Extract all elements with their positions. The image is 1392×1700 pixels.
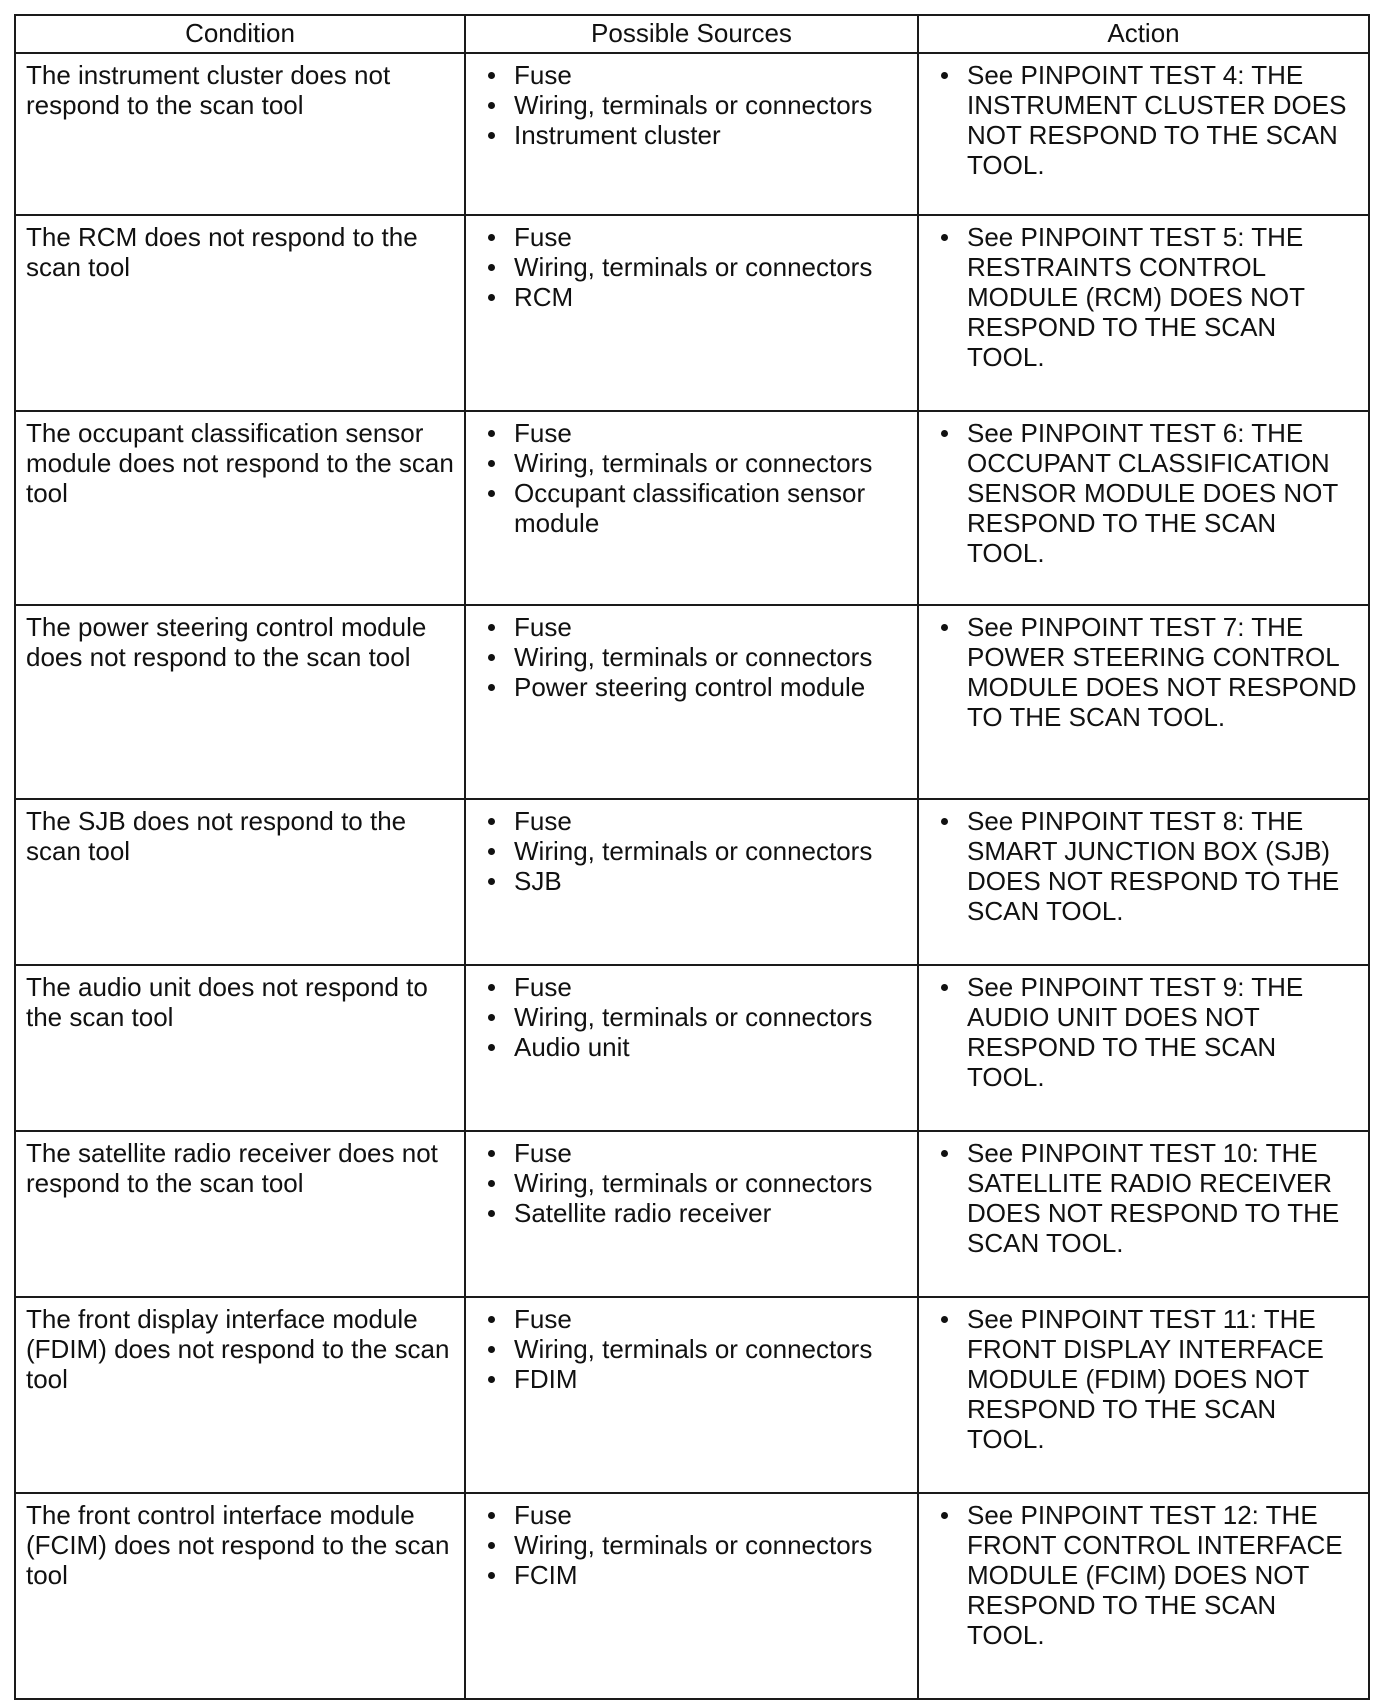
sources-list (476, 1138, 907, 1228)
header-condition: Condition (15, 15, 465, 53)
action-cell (918, 215, 1369, 411)
condition-cell: The SJB does not respond to the scan tool (15, 799, 465, 965)
action-cell (918, 53, 1369, 215)
action-item: See PINPOINT TEST 8: THE SMART JUNCTION BOX (SJB) DOES NOT RESPOND TO THE SCAN TOOL. (929, 806, 1358, 926)
source-item: Fuse (476, 1138, 907, 1168)
source-item: Wiring, terminals or connectors (476, 642, 907, 672)
source-item: Audio unit (476, 1032, 907, 1062)
action-cell (918, 1297, 1369, 1493)
source-item: SJB (476, 866, 907, 896)
sources-list (476, 222, 907, 312)
action-cell (918, 965, 1369, 1131)
table-row (15, 965, 1369, 1131)
source-item: Wiring, terminals or connectors (476, 1168, 907, 1198)
source-item: FCIM (476, 1560, 907, 1590)
sources-cell (465, 965, 918, 1131)
source-item: FDIM (476, 1364, 907, 1394)
table-row (15, 1297, 1369, 1493)
header-action: Action (918, 15, 1369, 53)
table-row (15, 605, 1369, 799)
source-item: Fuse (476, 972, 907, 1002)
table-row (15, 53, 1369, 215)
sources-list (476, 60, 907, 150)
sources-list (476, 418, 907, 538)
sources-cell (465, 215, 918, 411)
sources-cell (465, 53, 918, 215)
source-item: Power steering control module (476, 672, 907, 702)
source-item: Wiring, terminals or connectors (476, 1334, 907, 1364)
sources-cell (465, 605, 918, 799)
source-item: Wiring, terminals or connectors (476, 1530, 907, 1560)
source-item: Fuse (476, 60, 907, 90)
action-item: See PINPOINT TEST 7: THE POWER STEERING CONTROL MODULE DOES NOT RESPOND TO THE SCAN TOOL. (929, 612, 1358, 732)
condition-cell: The occupant classification sensor module does not respond to the scan tool (15, 411, 465, 605)
source-item: Instrument cluster (476, 120, 907, 150)
action-item: See PINPOINT TEST 10: THE SATELLITE RADIO RECEIVER DOES NOT RESPOND TO THE SCAN TOOL. (929, 1138, 1358, 1258)
condition-cell: The audio unit does not respond to the scan tool (15, 965, 465, 1131)
table-row (15, 215, 1369, 411)
source-item: Fuse (476, 222, 907, 252)
condition-cell: The satellite radio receiver does not respond to the scan tool (15, 1131, 465, 1297)
source-item: Wiring, terminals or connectors (476, 90, 907, 120)
table-row (15, 799, 1369, 965)
source-item: Wiring, terminals or connectors (476, 448, 907, 478)
source-item: Wiring, terminals or connectors (476, 252, 907, 282)
source-item: Wiring, terminals or connectors (476, 1002, 907, 1032)
source-item: Fuse (476, 1500, 907, 1530)
condition-cell: The front display interface module (FDIM) does not respond to the scan tool (15, 1297, 465, 1493)
action-cell (918, 605, 1369, 799)
action-cell (918, 411, 1369, 605)
action-item: See PINPOINT TEST 11: THE FRONT DISPLAY INTERFACE MODULE (FDIM) DOES NOT RESPOND TO THE SCAN TOOL. (929, 1304, 1358, 1454)
source-item: Occupant classification sensor module (476, 478, 907, 538)
action-item: See PINPOINT TEST 12: THE FRONT CONTROL INTERFACE MODULE (FCIM) DOES NOT RESPOND TO THE SCAN TOOL. (929, 1500, 1358, 1650)
diagnostic-sheet (14, 14, 1368, 1700)
action-item: See PINPOINT TEST 9: THE AUDIO UNIT DOES NOT RESPOND TO THE SCAN TOOL. (929, 972, 1358, 1092)
condition-cell: The front control interface module (FCIM) does not respond to the scan tool (15, 1493, 465, 1699)
source-item: Fuse (476, 418, 907, 448)
source-item: Fuse (476, 612, 907, 642)
sources-list (476, 612, 907, 702)
table-row (15, 1131, 1369, 1297)
sources-cell (465, 411, 918, 605)
source-item: RCM (476, 282, 907, 312)
condition-cell: The instrument cluster does not respond to the scan tool (15, 53, 465, 215)
sources-cell (465, 799, 918, 965)
action-cell (918, 1493, 1369, 1699)
action-item: See PINPOINT TEST 4: THE INSTRUMENT CLUSTER DOES NOT RESPOND TO THE SCAN TOOL. (929, 60, 1358, 180)
action-item: See PINPOINT TEST 5: THE RESTRAINTS CONTROL MODULE (RCM) DOES NOT RESPOND TO THE SCAN TOOL. (929, 222, 1358, 372)
sources-list (476, 806, 907, 896)
sources-cell (465, 1131, 918, 1297)
action-cell (918, 1131, 1369, 1297)
header-possible-sources: Possible Sources (465, 15, 918, 53)
condition-cell: The RCM does not respond to the scan tool (15, 215, 465, 411)
sources-list (476, 1304, 907, 1394)
sources-list (476, 1500, 907, 1590)
action-item: See PINPOINT TEST 6: THE OCCUPANT CLASSIFICATION SENSOR MODULE DOES NOT RESPOND TO THE SCAN TOOL. (929, 418, 1358, 568)
header-row (15, 15, 1369, 53)
source-item: Fuse (476, 1304, 907, 1334)
table-row (15, 1493, 1369, 1699)
sources-list (476, 972, 907, 1062)
symptom-chart-table (14, 14, 1370, 1700)
action-cell (918, 799, 1369, 965)
sources-cell (465, 1493, 918, 1699)
condition-cell: The power steering control module does not respond to the scan tool (15, 605, 465, 799)
sources-cell (465, 1297, 918, 1493)
table-row (15, 411, 1369, 605)
source-item: Fuse (476, 806, 907, 836)
source-item: Satellite radio receiver (476, 1198, 907, 1228)
source-item: Wiring, terminals or connectors (476, 836, 907, 866)
